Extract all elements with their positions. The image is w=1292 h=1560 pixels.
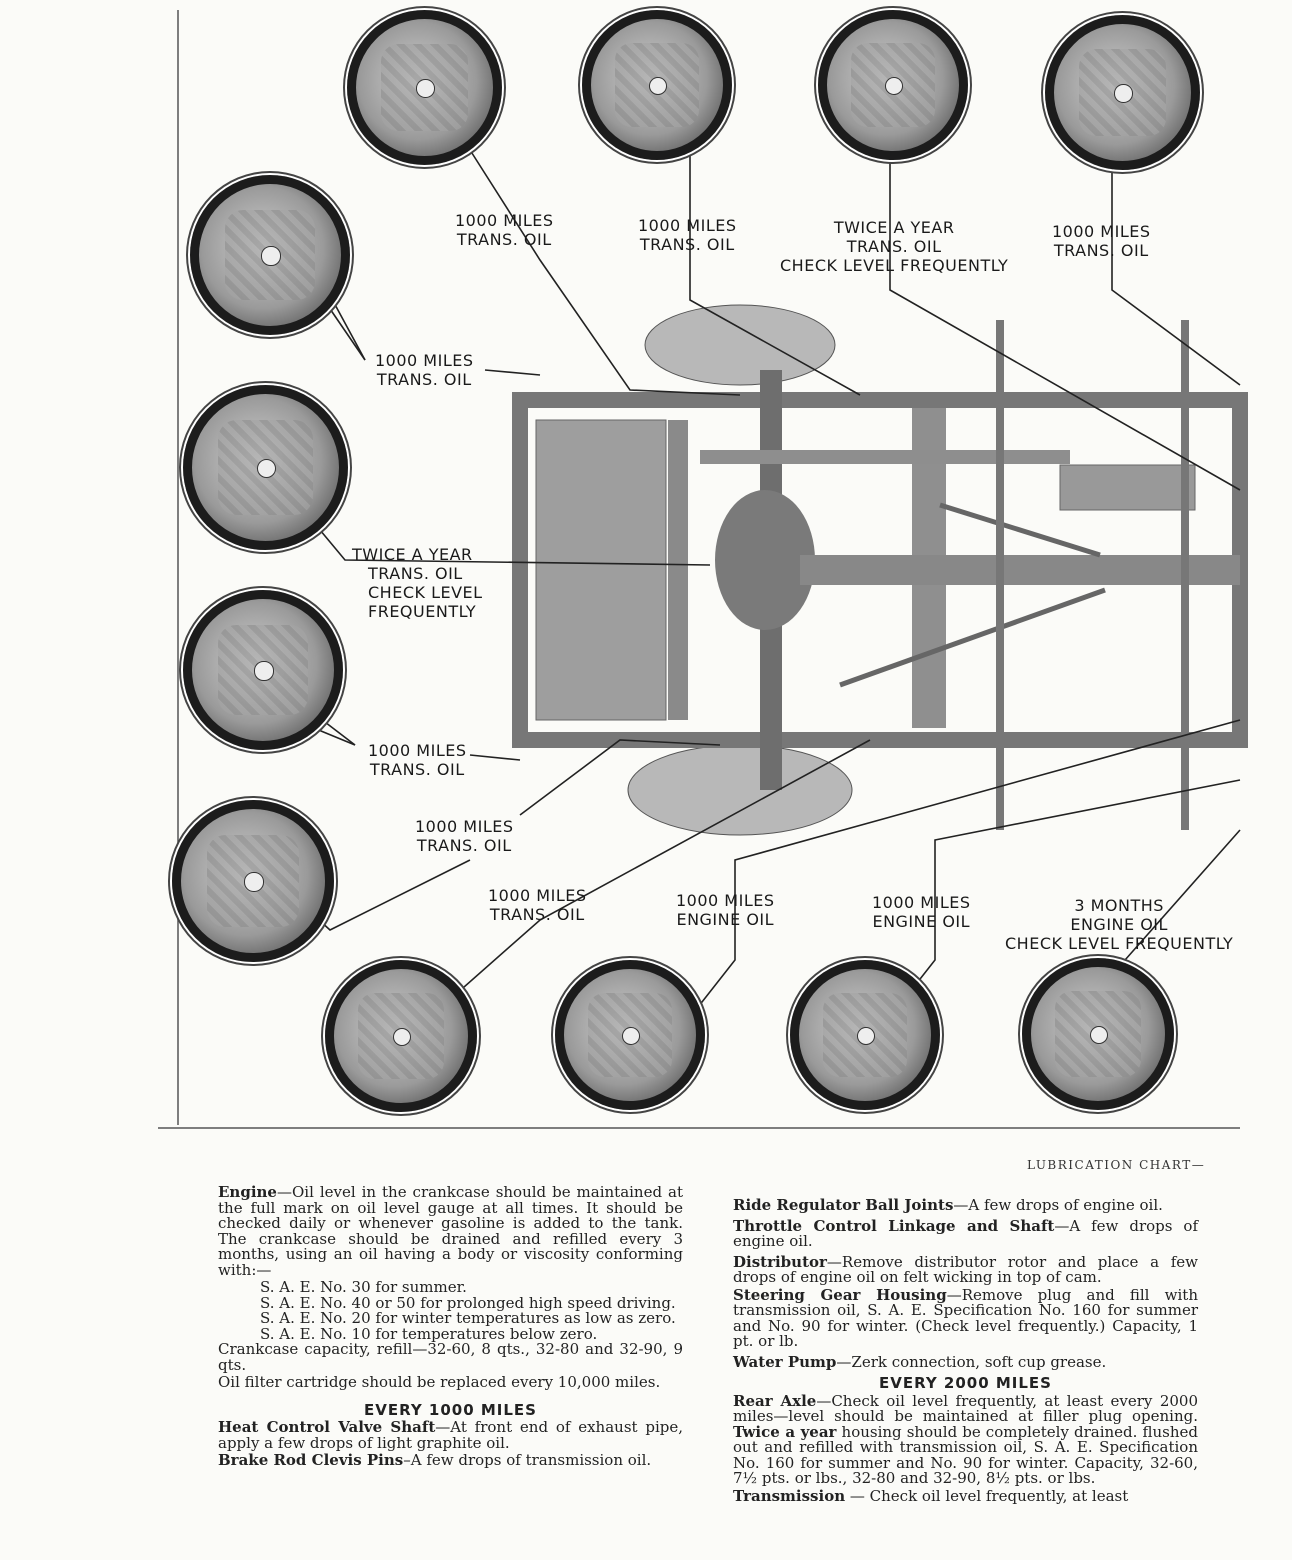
right-text-column	[733, 1198, 1198, 1506]
oil-filter-note: Oil filter cartridge should be replaced every 10,000 miles.	[218, 1373, 661, 1391]
callout-bottom-1: 1000 MILES TRANS. OIL	[488, 886, 587, 924]
ride-regulator-item: Ride Regulator Ball Joints—A few drops of engine oil.	[733, 1196, 1163, 1214]
distributor-item: Distributor—Remove distributor rotor and place a few drops of engine oil on felt wicking in top of cam.	[733, 1252, 1198, 1286]
callout-bottom-4: 3 MONTHS ENGINE OIL CHECK LEVEL FREQUENTLY	[1005, 896, 1234, 953]
sae-item: S. A. E. No. 30 for summer.	[260, 1278, 467, 1296]
detail-photo-bottom-3	[790, 960, 940, 1110]
left-text-column	[218, 1185, 683, 1471]
detail-photo-left-4	[172, 800, 334, 962]
detail-photo-left-3	[183, 590, 343, 750]
sae-item: S. A. E. No. 20 for winter temperatures as low as zero.	[260, 1309, 676, 1327]
callout-left-2: TWICE A YEAR TRANS. OIL CHECK LEVEL FREQUENTLY	[352, 545, 483, 621]
callout-top-4: 1000 MILES TRANS. OIL	[1052, 222, 1151, 260]
callout-left-3: 1000 MILES TRANS. OIL	[368, 741, 467, 779]
throttle-control-item: Throttle Control Linkage and Shaft—A few drops of engine oil.	[733, 1216, 1198, 1250]
brake-rod-item: Brake Rod Clevis Pins–A few drops of transmission oil.	[218, 1451, 652, 1469]
detail-photo-top-1	[347, 10, 502, 165]
callout-left-1: 1000 MILES TRANS. OIL	[375, 351, 474, 389]
section-heading-2000: EVERY 2000 MILES	[878, 1374, 1052, 1392]
heat-control-item: Heat Control Valve Shaft—At front end of exhaust pipe, apply a few drops of light graphite oil.	[218, 1418, 683, 1452]
rear-axle-item: Rear Axle—Check oil level frequently, at least every 2000 miles—level should be maintained at filler plug opening. Twice a year housing should be completely drained. flushed out and refilled with transmission oil, S. A. E. Specification No. 160 for summer and No. 90 for winter. Capacity, 32-60, 7½ pts. or lbs., 32-80 and 32-90, 8½ pts. or lbs.	[733, 1391, 1198, 1487]
callout-bottom-2: 1000 MILES ENGINE OIL	[676, 891, 775, 929]
section-heading-1000: EVERY 1000 MILES	[363, 1400, 537, 1419]
detail-photo-bottom-1	[325, 960, 477, 1112]
detail-photo-left-1	[190, 175, 350, 335]
callout-top-2: 1000 MILES TRANS. OIL	[638, 216, 737, 254]
detail-photo-left-2	[183, 385, 348, 550]
detail-photo-top-3	[818, 10, 968, 160]
callout-left-4: 1000 MILES TRANS. OIL	[415, 817, 514, 855]
sae-item: S. A. E. No. 10 for temperatures below zero.	[260, 1324, 598, 1343]
detail-photo-bottom-2	[555, 960, 705, 1110]
engine-paragraph: Engine—Oil level in the crankcase should be maintained at the full mark on oil level gauge at all times. It should be checked daily or whenever gasoline is added to the tank. The crankcase should be drained and refilled every 3 months, using an oil having a body or viscosity conforming with:—	[218, 1183, 683, 1279]
callout-top-1: 1000 MILES TRANS. OIL	[455, 211, 554, 249]
detail-photo-top-4	[1045, 15, 1200, 170]
transmission-item: Transmission — Check oil level frequently, at least	[733, 1486, 1129, 1505]
detail-photo-bottom-4	[1022, 958, 1174, 1110]
callout-bottom-3: 1000 MILES ENGINE OIL	[872, 893, 971, 931]
steering-gear-item: Steering Gear Housing—Remove plug and fill with transmission oil, S. A. E. Specification No. 160 for summer and No. 90 for winter. (Check level frequently.) Capacity, 1 pt. or lb.	[733, 1285, 1198, 1350]
callout-top-3: TWICE A YEAR TRANS. OIL CHECK LEVEL FREQUENTLY	[780, 218, 1009, 275]
water-pump-item: Water Pump—Zerk connection, soft cup grease.	[733, 1352, 1107, 1371]
running-head: LUBRICATION CHART—	[1027, 1158, 1206, 1172]
crankcase-capacity: Crankcase capacity, refill—32-60, 8 qts., 32-80 and 32-90, 9 qts.	[218, 1340, 683, 1374]
sae-item: S. A. E. No. 40 or 50 for prolonged high speed driving.	[260, 1293, 676, 1312]
detail-photo-top-2	[582, 10, 732, 160]
